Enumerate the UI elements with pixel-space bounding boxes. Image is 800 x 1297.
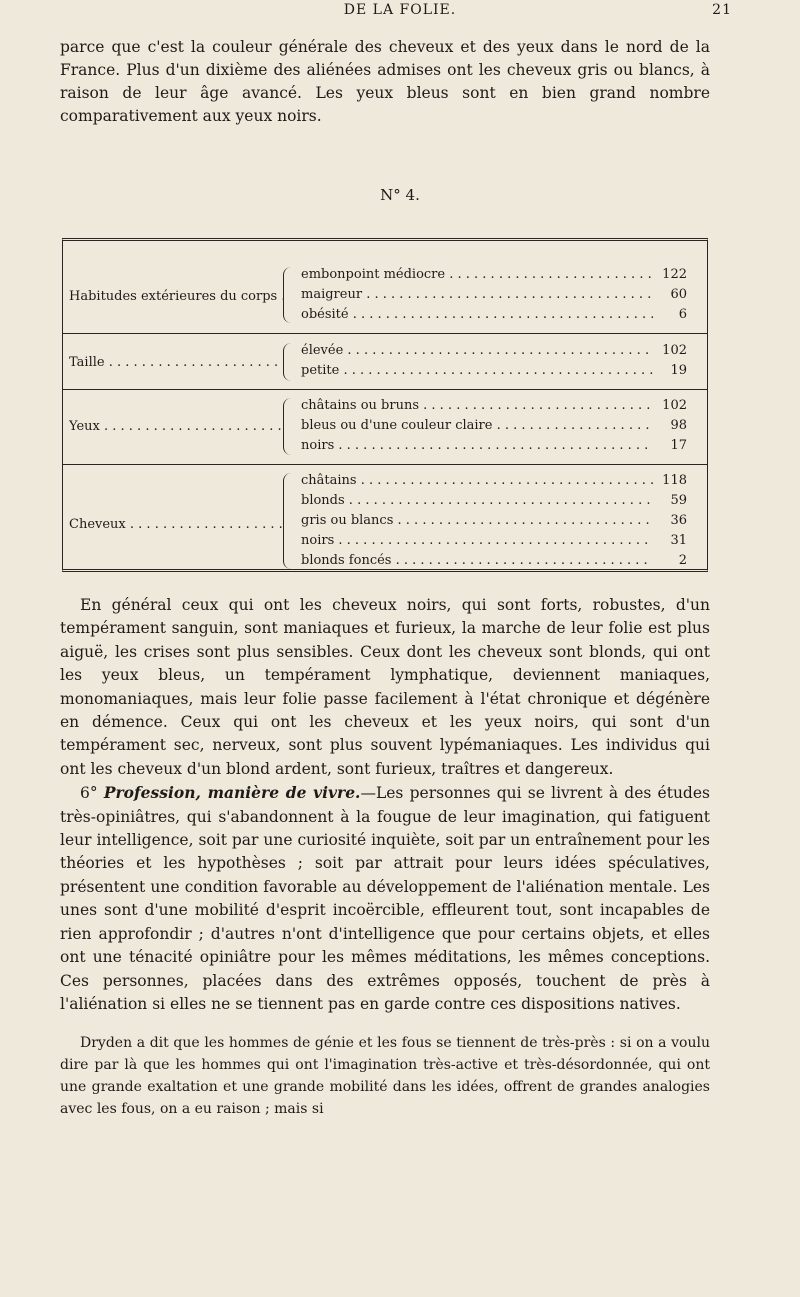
table-row: blonds foncés . . . 2 — [301, 553, 687, 573]
brace — [283, 473, 294, 569]
paragraph-profession — [60, 781, 710, 1016]
brace — [283, 343, 294, 381]
running-header — [0, 2, 800, 26]
table-row: maigreur . . . 60 — [301, 287, 687, 307]
row-divider — [63, 464, 707, 465]
table-row: blonds . . . 59 — [301, 493, 687, 513]
section-title: Profession, manière de vivre. — [103, 783, 361, 803]
table-row: gris ou blancs . . . 36 — [301, 513, 687, 533]
table-row: noirs . . . 17 — [301, 438, 687, 458]
table-row: obésité . . . 6 — [301, 307, 687, 327]
intro-paragraph: parce que c'est la couleur générale des cheveux et des yeux dans le nord de la France. Plus d'un dixième des aliénées admises ont les cheveux gris ou blancs, à raison de leur âge avancé. Les yeux bleus sont en bien grand nombre comparativement aux yeux noirs. — [60, 38, 710, 125]
brace — [283, 398, 294, 455]
row-divider — [63, 389, 707, 390]
paragraph-hair-temperament: En général ceux qui ont les cheveux noirs, qui sont forts, robustes, d'un tempérament sanguin, sont maniaques et furieux, la marche de leur folie est plus aiguë, les crises sont plus sensibles. Ceux dont les cheveux sont blonds, qui ont les yeux bleus, un tempérament lymphatique, deviennent maniaques, monomaniaques, mais leur folie passe facilement à l'état chronique et dégénère en démence. Ceux qui ont les cheveux et les yeux noirs, qui sont d'un tempérament sec, nerveux, sont plus souvent lypémaniaques. Les individus qui ont les cheveux d'un blond ardent, sont furieux, traîtres et dangereux. — [60, 596, 710, 778]
page-number: 21 — [712, 2, 732, 18]
paragraph-dryden-text: Dryden a dit que les hommes de génie et les fous se tiennent de très-près : si on a voulu dire par là que les hommes qui ont l'imagination très-active et très-désordonnée, qui ont une grande exaltation et une grande mobilité dans les idées, offrent de grandes analogies avec les fous, on a eu raison ; mais si — [60, 1035, 710, 1117]
table-row: petite . . . 19 — [301, 363, 687, 383]
table-row: châtains . . . 118 — [301, 473, 687, 493]
table-row: bleus ou d'une couleur claire . . . 98 — [301, 418, 687, 438]
table-row: châtains ou bruns . . . 102 — [301, 398, 687, 418]
paragraph-dryden — [60, 1032, 710, 1120]
brace — [283, 267, 294, 323]
row-divider — [63, 333, 707, 334]
body-text — [60, 594, 710, 1016]
running-title: DE LA FOLIE. — [343, 2, 457, 18]
statistics-table: Habitudes extérieures du corps . . . embonpoint médiocre . . . 122 maigreur . . . 60 obésité . . . 6 Taille . . . élevée . . . 102 petite . . . 19 Yeux . . . châtains ou bruns . . . 102 bleus ou d'une couleur claire . . . 98 noirs . . . 17 Cheveux . . . châtains . . . 118 blonds . . . 59 gris ou blancs . . . 36 noirs . . . 31 blonds foncés . . . 2 — [62, 238, 708, 572]
table-row: noirs . . . 31 — [301, 533, 687, 553]
section-number: 6° — [80, 784, 98, 803]
table-label: N° 4. — [380, 186, 420, 204]
table-row: embonpoint médiocre . . . 122 — [301, 267, 687, 287]
section-text: —Les personnes qui se livrent à des études très-opiniâtres, qui s'abandonnent à la fougue de leur imagination, qui fatiguent leur intelligence, soit par une curiosité inquiète, soit par un entraînement pour les théories et les hypothèses ; soit par attrait pour leurs idées spéculatives, présentent une condition favorable au développement de l'aliénation mentale. Les unes sont d'une mobilité d'esprit incoërcible, effleurent tout, sont incapables de rien approfondir ; d'autres n'ont d'intelligence que pour certains objets, et elles ont une ténacité opiniâtre pour les mêmes méditations, les mêmes conceptions. Ces personnes, placées dans des extrêmes opposés, touchent de près à l'aliénation si elles ne se tiennent pas en garde contre ces dispositions natives. — [60, 784, 710, 1013]
table-row: élevée . . . 102 — [301, 343, 687, 363]
